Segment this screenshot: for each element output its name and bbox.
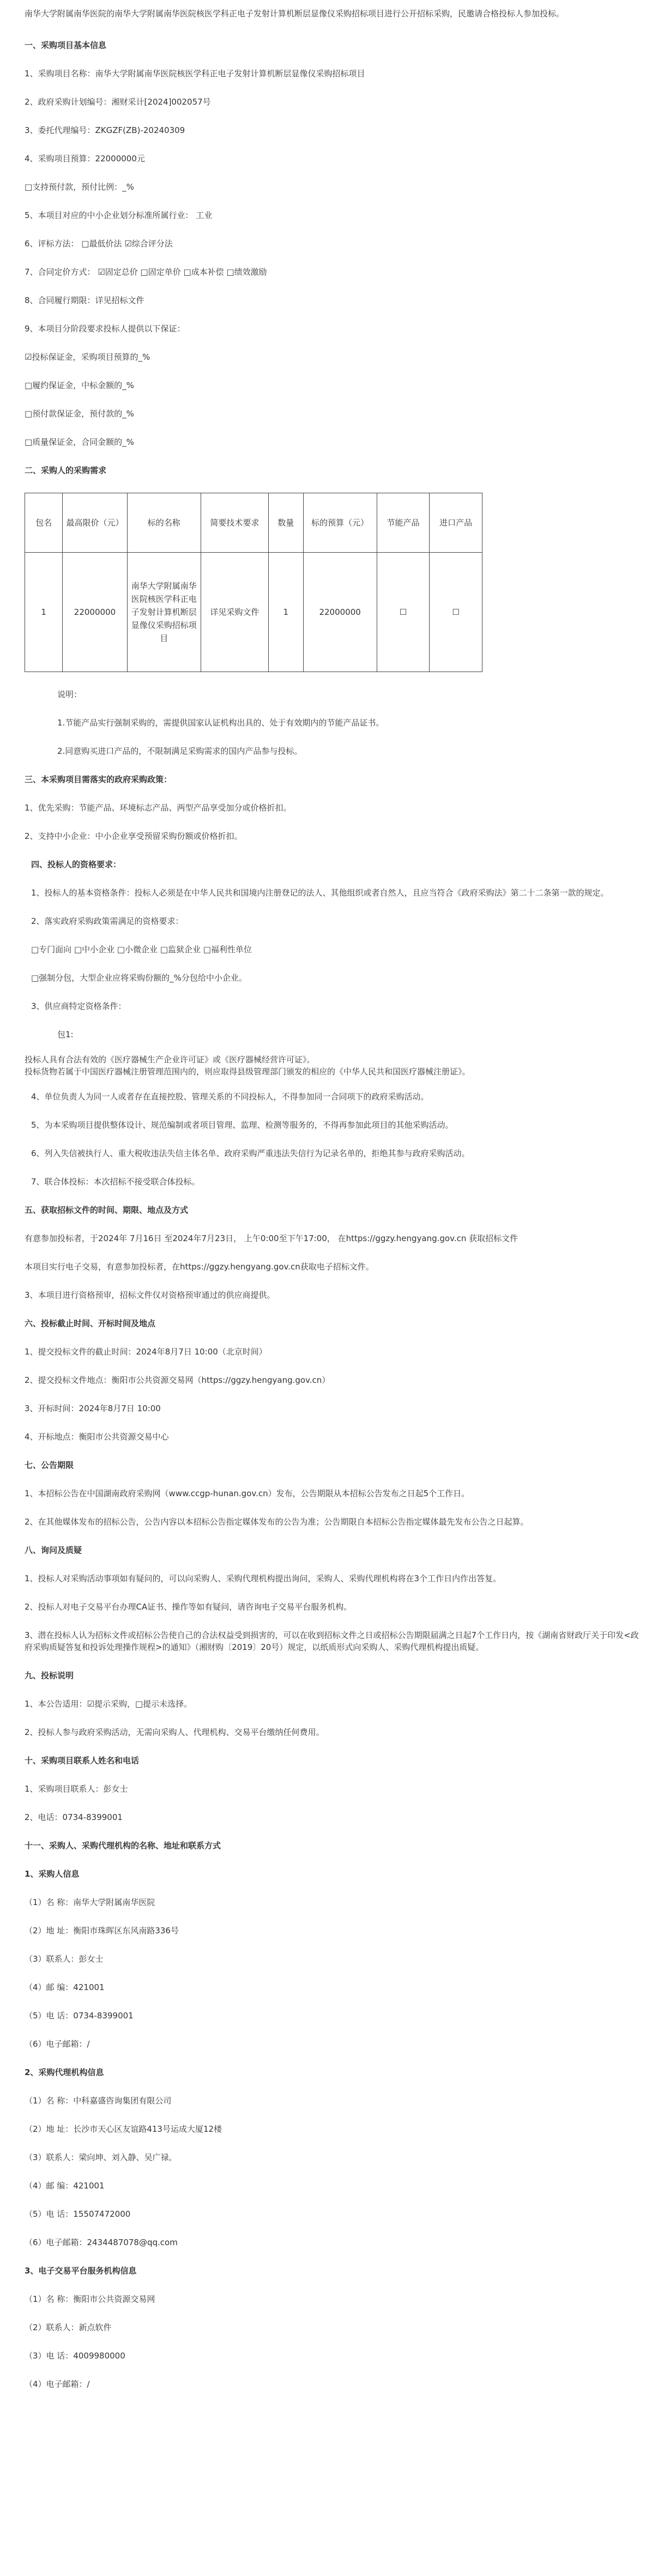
platform-contact: （2）联系人：新点软件 — [25, 2323, 112, 2332]
section-5-title: 五、获取招标文件的时间、期限、地点及方式 — [25, 1205, 189, 1215]
s4-line: □强制分包，大型企业应将采购份额的_%分包给中小企业。 — [31, 973, 247, 983]
s1-line: □质量保证金，合同金额的_% — [25, 437, 134, 447]
s1-line: 9、本项目分阶段要求投标人提供以下保证： — [25, 324, 185, 334]
s4-line: 1、投标人的基本资格条件：投标人必须是在中华人民共和国境内注册登记的法人、其他组织或者自然人，且应当符合《政府采购法》第二十二条第一款的规定。 — [31, 888, 609, 898]
platform-phone: （3）电 话：4009980000 — [25, 2351, 125, 2361]
column-header: 简要技术要求 — [201, 493, 268, 553]
s1-line: 8、合同履行期限：详见招标文件 — [25, 295, 144, 305]
import-checkbox: ☐ — [430, 553, 482, 672]
agency-address: （2）地 址：长沙市天心区友谊路413号运成大厦12楼 — [25, 2124, 222, 2134]
agency-postcode: （4）邮 编：421001 — [25, 2181, 105, 2191]
table-cell: 详见采购文件 — [201, 553, 268, 672]
s1-line: 4、采购项目预算：22000000元 — [25, 154, 145, 164]
column-header: 标的名称 — [127, 493, 201, 553]
platform-info-title: 3、电子交易平台服务机构信息 — [25, 2266, 137, 2276]
s5-line: 有意参加投标者，于2024年 7月16日 至2024年7月23日， 上午0:00至下午17:00， 在https://ggzy.hengyang.gov.cn 获取招标文件 — [25, 1233, 518, 1243]
section-7-title: 七、公告期限 — [25, 1460, 74, 1470]
note-line: 1.节能产品实行强制采购的，需提供国家认证机构出具的、处于有效期内的节能产品证书。 — [57, 718, 384, 728]
column-header: 数量 — [268, 493, 303, 553]
s3-line: 1、优先采购：节能产品、环境标志产品、两型产品享受加分或价格折扣。 — [25, 803, 292, 813]
purchaser-name: （1）名 称：南华大学附属南华医院 — [25, 1897, 155, 1907]
purchaser-phone: （5）电 话：0734-8399001 — [25, 2011, 134, 2021]
s4-line: 3、供应商特定资格条件： — [31, 1001, 126, 1011]
s9-line: 2、投标人参与政府采购活动，无需向采购人、代理机构、交易平台缴纳任何费用。 — [25, 1727, 324, 1737]
s1-line: 6、评标方法： □最低价法 ☑综合评分法 — [25, 239, 173, 249]
section-11-title: 十一、采购人、采购代理机构的名称、地址和联系方式 — [25, 1841, 221, 1851]
s8-line: 2、投标人对电子交易平台办理CA证书、操作等如有疑问，请咨询电子交易平台服务机构。 — [25, 1602, 352, 1612]
s6-line: 3、开标时间：2024年8月7日 10:00 — [25, 1404, 161, 1413]
agency-name: （1）名 称：中科嘉盛咨询集团有限公司 — [25, 2096, 172, 2106]
s6-line: 1、提交投标文件的截止时间：2024年8月7日 10:00（北京时间） — [25, 1347, 267, 1357]
s9-line: 1、本公告适用：☑提示采购，□提示未选择。 — [25, 1699, 192, 1709]
s1-line: □履约保证金，中标金额的_% — [25, 380, 134, 390]
platform-name: （1）名 称：衡阳市公共资源交易网 — [25, 2294, 155, 2304]
table-cell: 22000000 — [303, 553, 377, 672]
table-cell: 1 — [268, 553, 303, 672]
s10-line: 1、采购项目联系人：彭女士 — [25, 1784, 128, 1794]
s8-line: 3、潜在投标人认为招标文件或招标公告使自己的合法权益受到损害的，可以在收到招标文件之日或招标公告期限届满之日起7个工作日内，按《湖南省财政厅关于印发<政府采购质疑答复和投诉处理操作规程>的通知》（湘财购〔2019〕20号）规定，以纸质形式向采购人、采购代理机构提出质疑。 — [25, 1630, 639, 1652]
s4-line: 5、为本采购项目提供整体设计、规范编制或者项目管理、监理、检测等服务的，不得再参加此项目的其他采购活动。 — [31, 1120, 454, 1130]
column-header: 包名 — [25, 493, 63, 553]
s3-line: 2、支持中小企业：中小企业享受预留采购份额或价格折扣。 — [25, 831, 243, 841]
s8-line: 1、投标人对采购活动事项如有疑问的，可以向采购人、采购代理机构提出询问，采购人、采购代理机构将在3个工作日内作出答复。 — [25, 1574, 502, 1583]
section-6-title: 六、投标截止时间、开标时间及地点 — [25, 1319, 156, 1328]
intro-paragraph: 南华大学附属南华医院的南华大学附属南华医院核医学科正电子发射计算机断层显像仪采购招标项目进行公开招标采购，民邀请合格投标人参加投标。 — [25, 9, 565, 19]
section-1-title: 一、采购项目基本信息 — [25, 40, 107, 50]
purchaser-address: （2）地 址：衡阳市珠晖区东风南路336号 — [25, 1926, 179, 1936]
s4-line: 投标货物若属于中国医疗器械注册管理范围内的，则应取得县级管理部门颁发的相应的《中华人民共和国医疗器械注册证》。 — [25, 1067, 470, 1077]
s7-line: 2、在其他媒体发布的招标公告，公告内容以本招标公告指定媒体发布的公告为准；公告期限自本招标公告指定媒体最先发布公告之日起算。 — [25, 1517, 529, 1527]
s4-line: 6、列入失信被执行人、重大税收违法失信主体名单、政府采购严重违法失信行为记录名单的，拒绝其参与政府采购活动。 — [31, 1148, 470, 1158]
purchaser-postcode: （4）邮 编：421001 — [25, 1982, 105, 1992]
s1-line: ☑投标保证金，采购项目预算的_% — [25, 352, 150, 362]
s1-line: 7、合同定价方式： ☑固定总价 □固定单价 □成本补偿 □绩效激励 — [25, 267, 267, 277]
platform-email: （4）电子邮箱：/ — [25, 2379, 90, 2389]
column-header: 节能产品 — [377, 493, 430, 553]
purchaser-email: （6）电子邮箱：/ — [25, 2039, 90, 2049]
energy-checkbox: ☐ — [377, 553, 430, 672]
s1-line: 1、采购项目名称：南华大学附属南华医院核医学科正电子发射计算机断层显像仪采购招标项目 — [25, 69, 365, 78]
section-4-title: 四、投标人的资格要求： — [31, 860, 122, 869]
agency-info-title: 2、采购代理机构信息 — [25, 2067, 104, 2077]
table-header-row — [25, 493, 482, 553]
s10-line: 2、电话：0734-8399001 — [25, 1812, 123, 1822]
notes-title: 说明： — [57, 690, 82, 699]
s5-line: 3、本项目进行资格预审，招标文件仅对资格预审通过的供应商提供。 — [25, 1290, 275, 1300]
purchaser-info-title: 1、采购人信息 — [25, 1869, 80, 1879]
table-cell: 1 — [25, 553, 63, 672]
requirements-table — [25, 493, 482, 672]
section-9-title: 九、投标说明 — [25, 1671, 74, 1680]
column-header: 标的预算（元） — [303, 493, 377, 553]
s1-line: 2、政府采购计划编号：湘财采计[2024]002057号 — [25, 97, 211, 107]
agency-email: （6）电子邮箱：2434487078@qq.com — [25, 2238, 178, 2247]
s1-line: 3、委托代理编号：ZKGZF(ZB)-20240309 — [25, 125, 185, 135]
s4-line: 投标人具有合法有效的《医疗器械生产企业许可证》或《医疗器械经营许可证》。 — [25, 1055, 315, 1065]
section-2-title: 二、采购人的采购需求 — [25, 465, 107, 475]
s7-line: 1、本招标公告在中国湖南政府采购网（www.ccgp-hunan.gov.cn）发布，公告期限从本招标公告发布之日起5个工作日。 — [25, 1489, 470, 1498]
table-row — [25, 553, 482, 672]
s4-line: 2、落实政府采购政策需满足的资格要求： — [31, 916, 184, 926]
column-header: 最高限价（元） — [63, 493, 128, 553]
agency-phone: （5）电 话：15507472000 — [25, 2209, 131, 2219]
purchaser-contact: （3）联系人：彭女士 — [25, 1954, 104, 1964]
agency-contact: （3）联系人：梁向坤、刘入静、吴广禄。 — [25, 2152, 177, 2162]
s6-line: 2、提交投标文件地点：衡阳市公共资源交易网（https://ggzy.hengyang.gov.cn） — [25, 1375, 330, 1385]
section-10-title: 十、采购项目联系人姓名和电话 — [25, 1756, 140, 1765]
section-3-title: 三、本采购项目需落实的政府采购政策： — [25, 775, 172, 784]
s4-line: 包1: — [57, 1030, 74, 1039]
table-cell: 22000000 — [63, 553, 128, 672]
s6-line: 4、开标地点：衡阳市公共资源交易中心 — [25, 1432, 169, 1442]
s5-line: 本项目实行电子交易，有意参加投标者，在https://ggzy.hengyang.gov.cn获取电子招标文件。 — [25, 1262, 374, 1272]
s1-line: 5、本项目对应的中小企业划分标准所属行业： 工业 — [25, 210, 213, 220]
s4-line: 4、单位负责人为同一人或者存在直接控股、管理关系的不同投标人，不得参加同一合同项下的政府采购活动。 — [31, 1092, 429, 1102]
column-header: 进口产品 — [430, 493, 482, 553]
s1-line: □预付款保证金，预付款的_% — [25, 409, 134, 419]
section-8-title: 八、询问及质疑 — [25, 1545, 82, 1555]
note-line: 2.同意购买进口产品的，不限制满足采购需求的国内产品参与投标。 — [57, 746, 303, 756]
s4-line: 7、联合体投标：本次招标不接受联合体投标。 — [31, 1177, 200, 1187]
table-cell: 南华大学附属南华医院核医学科正电子发射计算机断层显像仪采购招标项目 — [127, 553, 201, 672]
s4-line: □专门面向 □中小企业 □小微企业 □监狱企业 □福利性单位 — [31, 945, 252, 954]
s1-line: □支持预付款，预付比例：_% — [25, 182, 134, 192]
